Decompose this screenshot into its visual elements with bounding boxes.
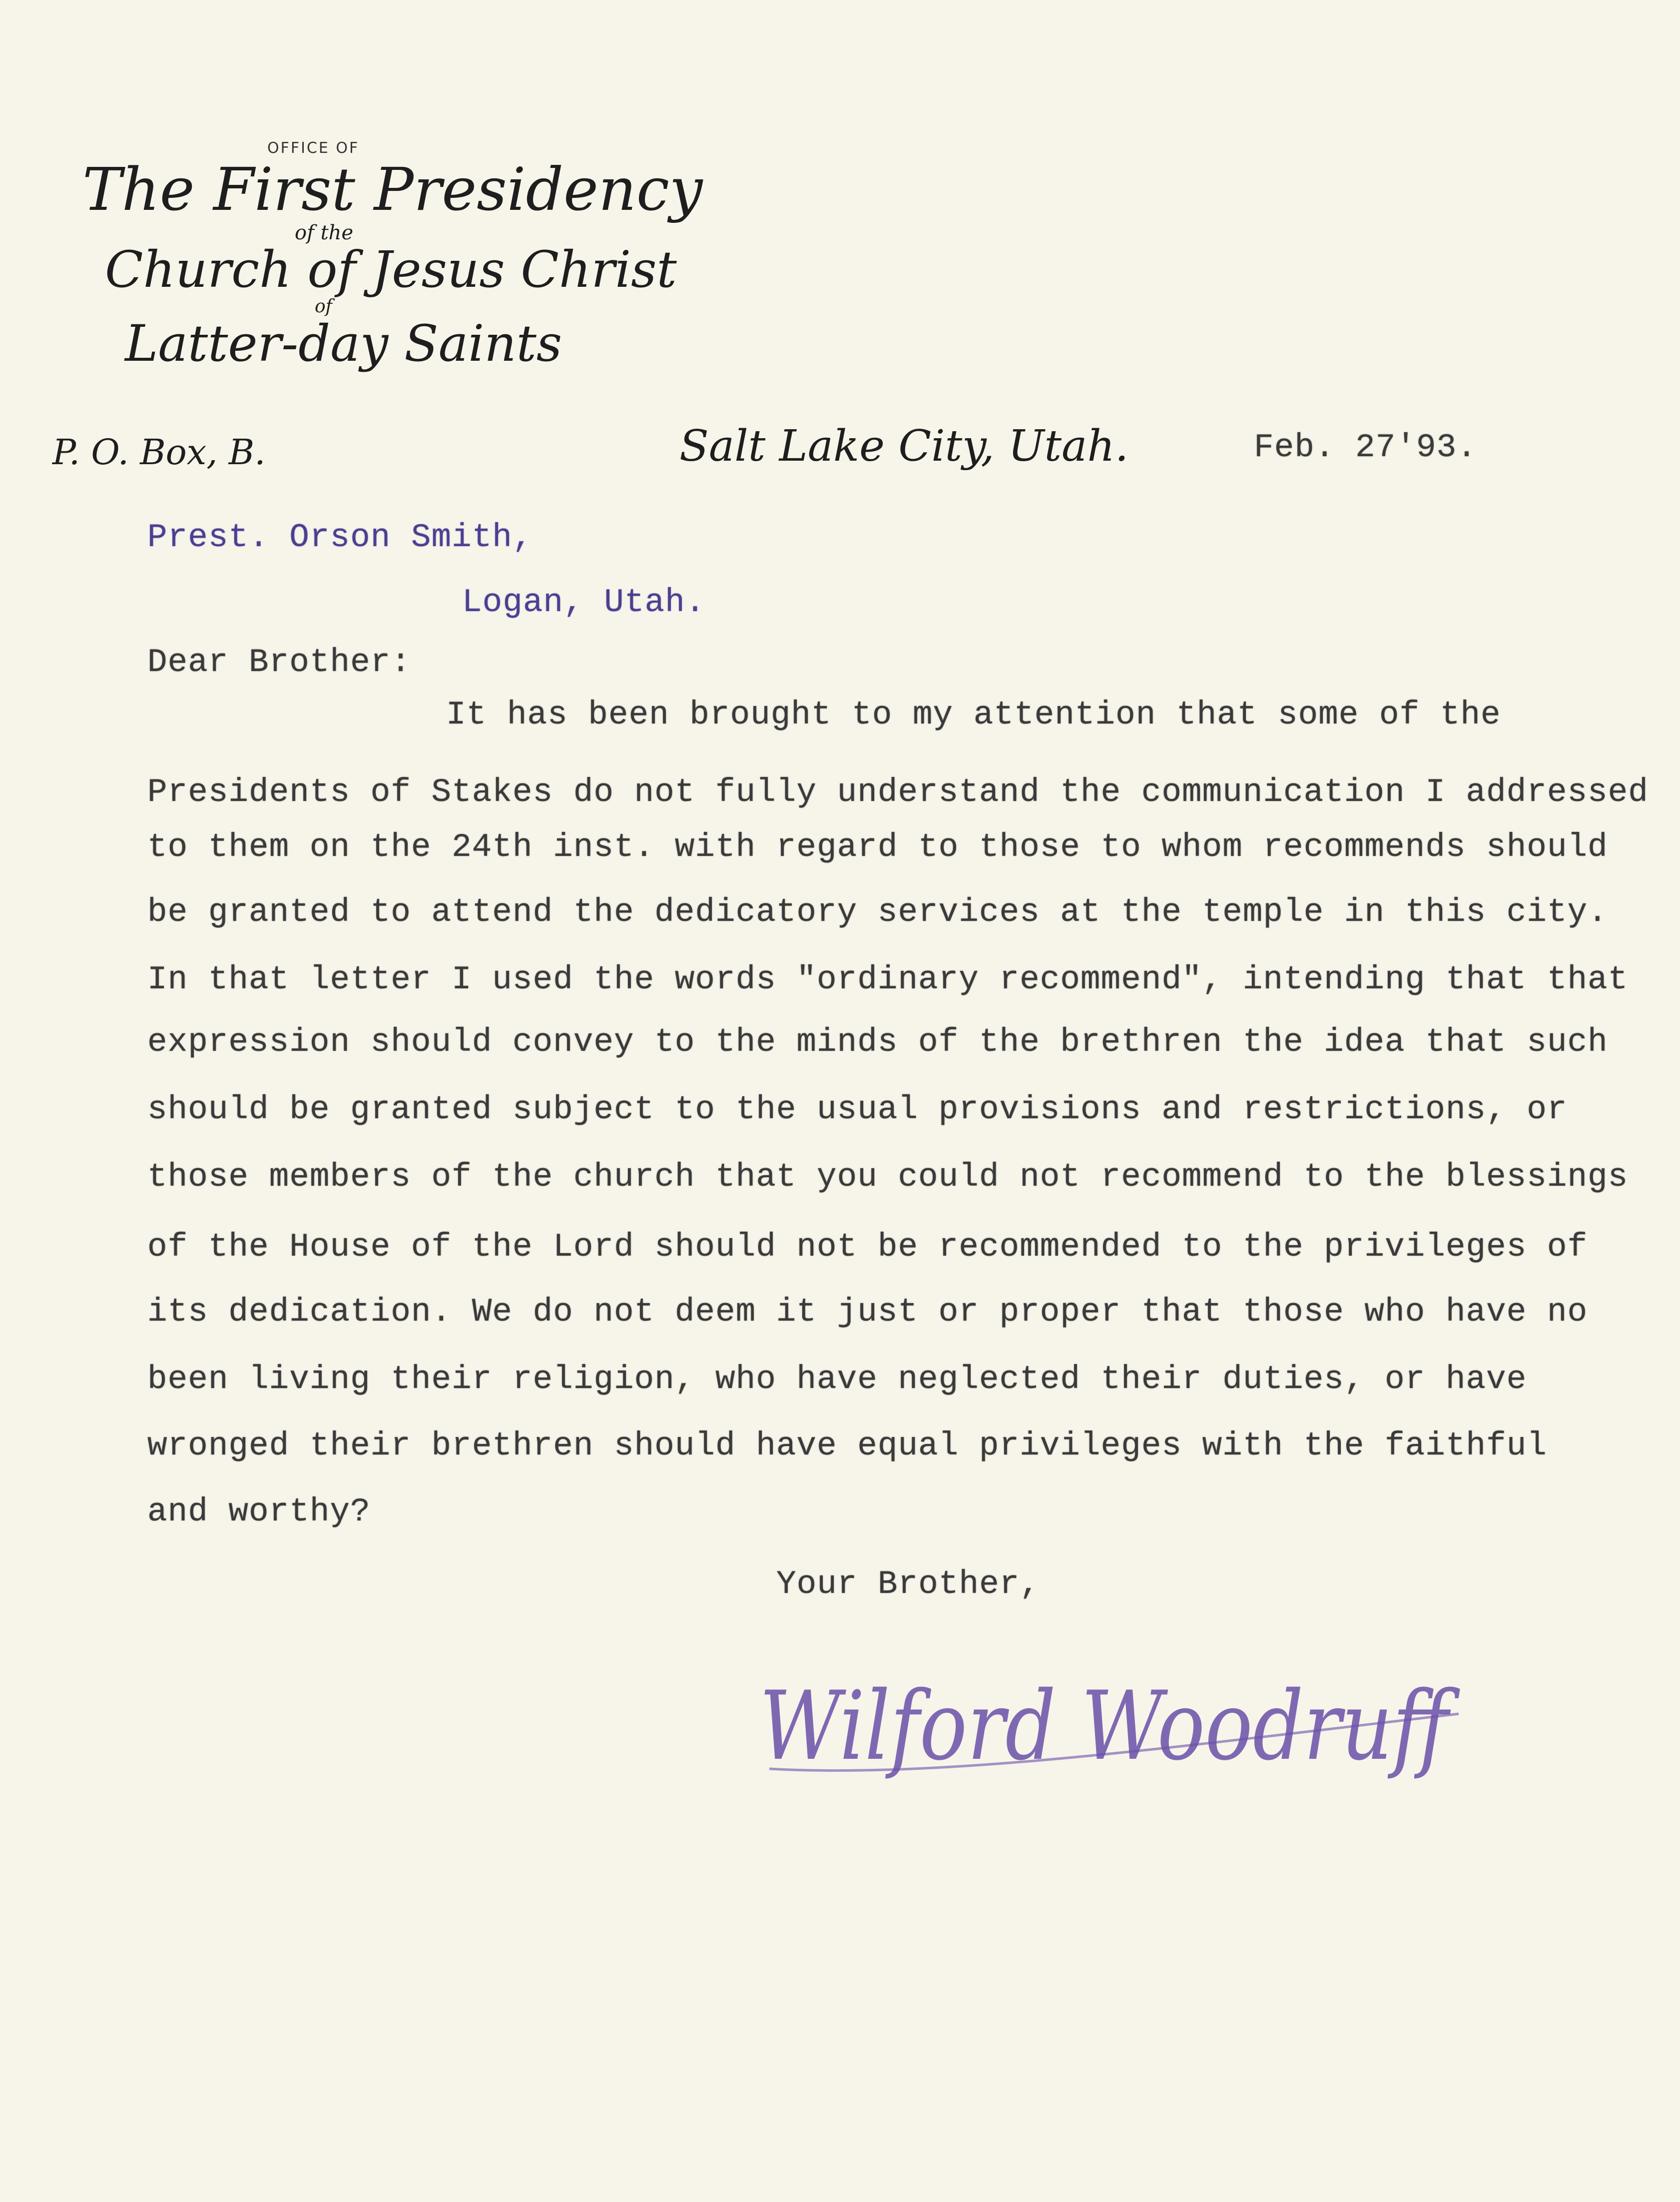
letterhead-of-the: of the <box>295 221 354 244</box>
letterhead-of: of <box>315 296 332 317</box>
body-line: its dedication. We do not deem it just or proper that those who have no <box>147 1293 1588 1331</box>
body-line: Presidents of Stakes do not fully understand the communication I addressed <box>147 773 1649 811</box>
po-box: P. O. Box, B. <box>52 432 266 473</box>
letterhead-church: Church of Jesus Christ <box>105 240 677 299</box>
body-line: been living their religion, who have neglected their duties, or have <box>147 1361 1527 1398</box>
body-line: those members of the church that you could not recommend to the blessings <box>147 1158 1629 1196</box>
signature-text: Wilford Woodruff <box>759 1671 1460 1781</box>
body-line: to them on the 24th inst. with regard to those to whom recommends should <box>147 828 1608 866</box>
body-line: of the House of the Lord should not be recommended to the privileges of <box>147 1228 1588 1266</box>
body-line: In that letter I used the words "ordinary recommend", intending that that <box>147 961 1629 998</box>
body-line: should be granted subject to the usual provisions and restrictions, or <box>147 1091 1568 1128</box>
body-line: and worthy? <box>147 1493 371 1530</box>
recipient-place: Logan, Utah. <box>462 584 706 621</box>
letter-date: Feb. 27'93. <box>1254 429 1477 466</box>
letterhead-city: Salt Lake City, Utah. <box>679 421 1129 471</box>
body-line: It has been brought to my attention that some of the <box>446 696 1501 734</box>
signature <box>749 1644 1479 1804</box>
body-line: wronged their brethren should have equal privileges with the faithful <box>147 1427 1547 1465</box>
recipient-name: Prest. Orson Smith, <box>147 519 533 556</box>
salutation: Dear Brother: <box>147 644 411 681</box>
body-line: be granted to attend the dedicatory services at the temple in this city. <box>147 893 1608 931</box>
letterhead-title: The First Presidency <box>82 155 703 224</box>
body-line: expression should convey to the minds of the brethren the idea that such <box>147 1023 1608 1061</box>
letterhead-office-of: OFFICE OF <box>267 139 360 157</box>
closing: Your Brother, <box>776 1565 1040 1603</box>
letterhead-saints: Latter-day Saints <box>125 314 562 373</box>
